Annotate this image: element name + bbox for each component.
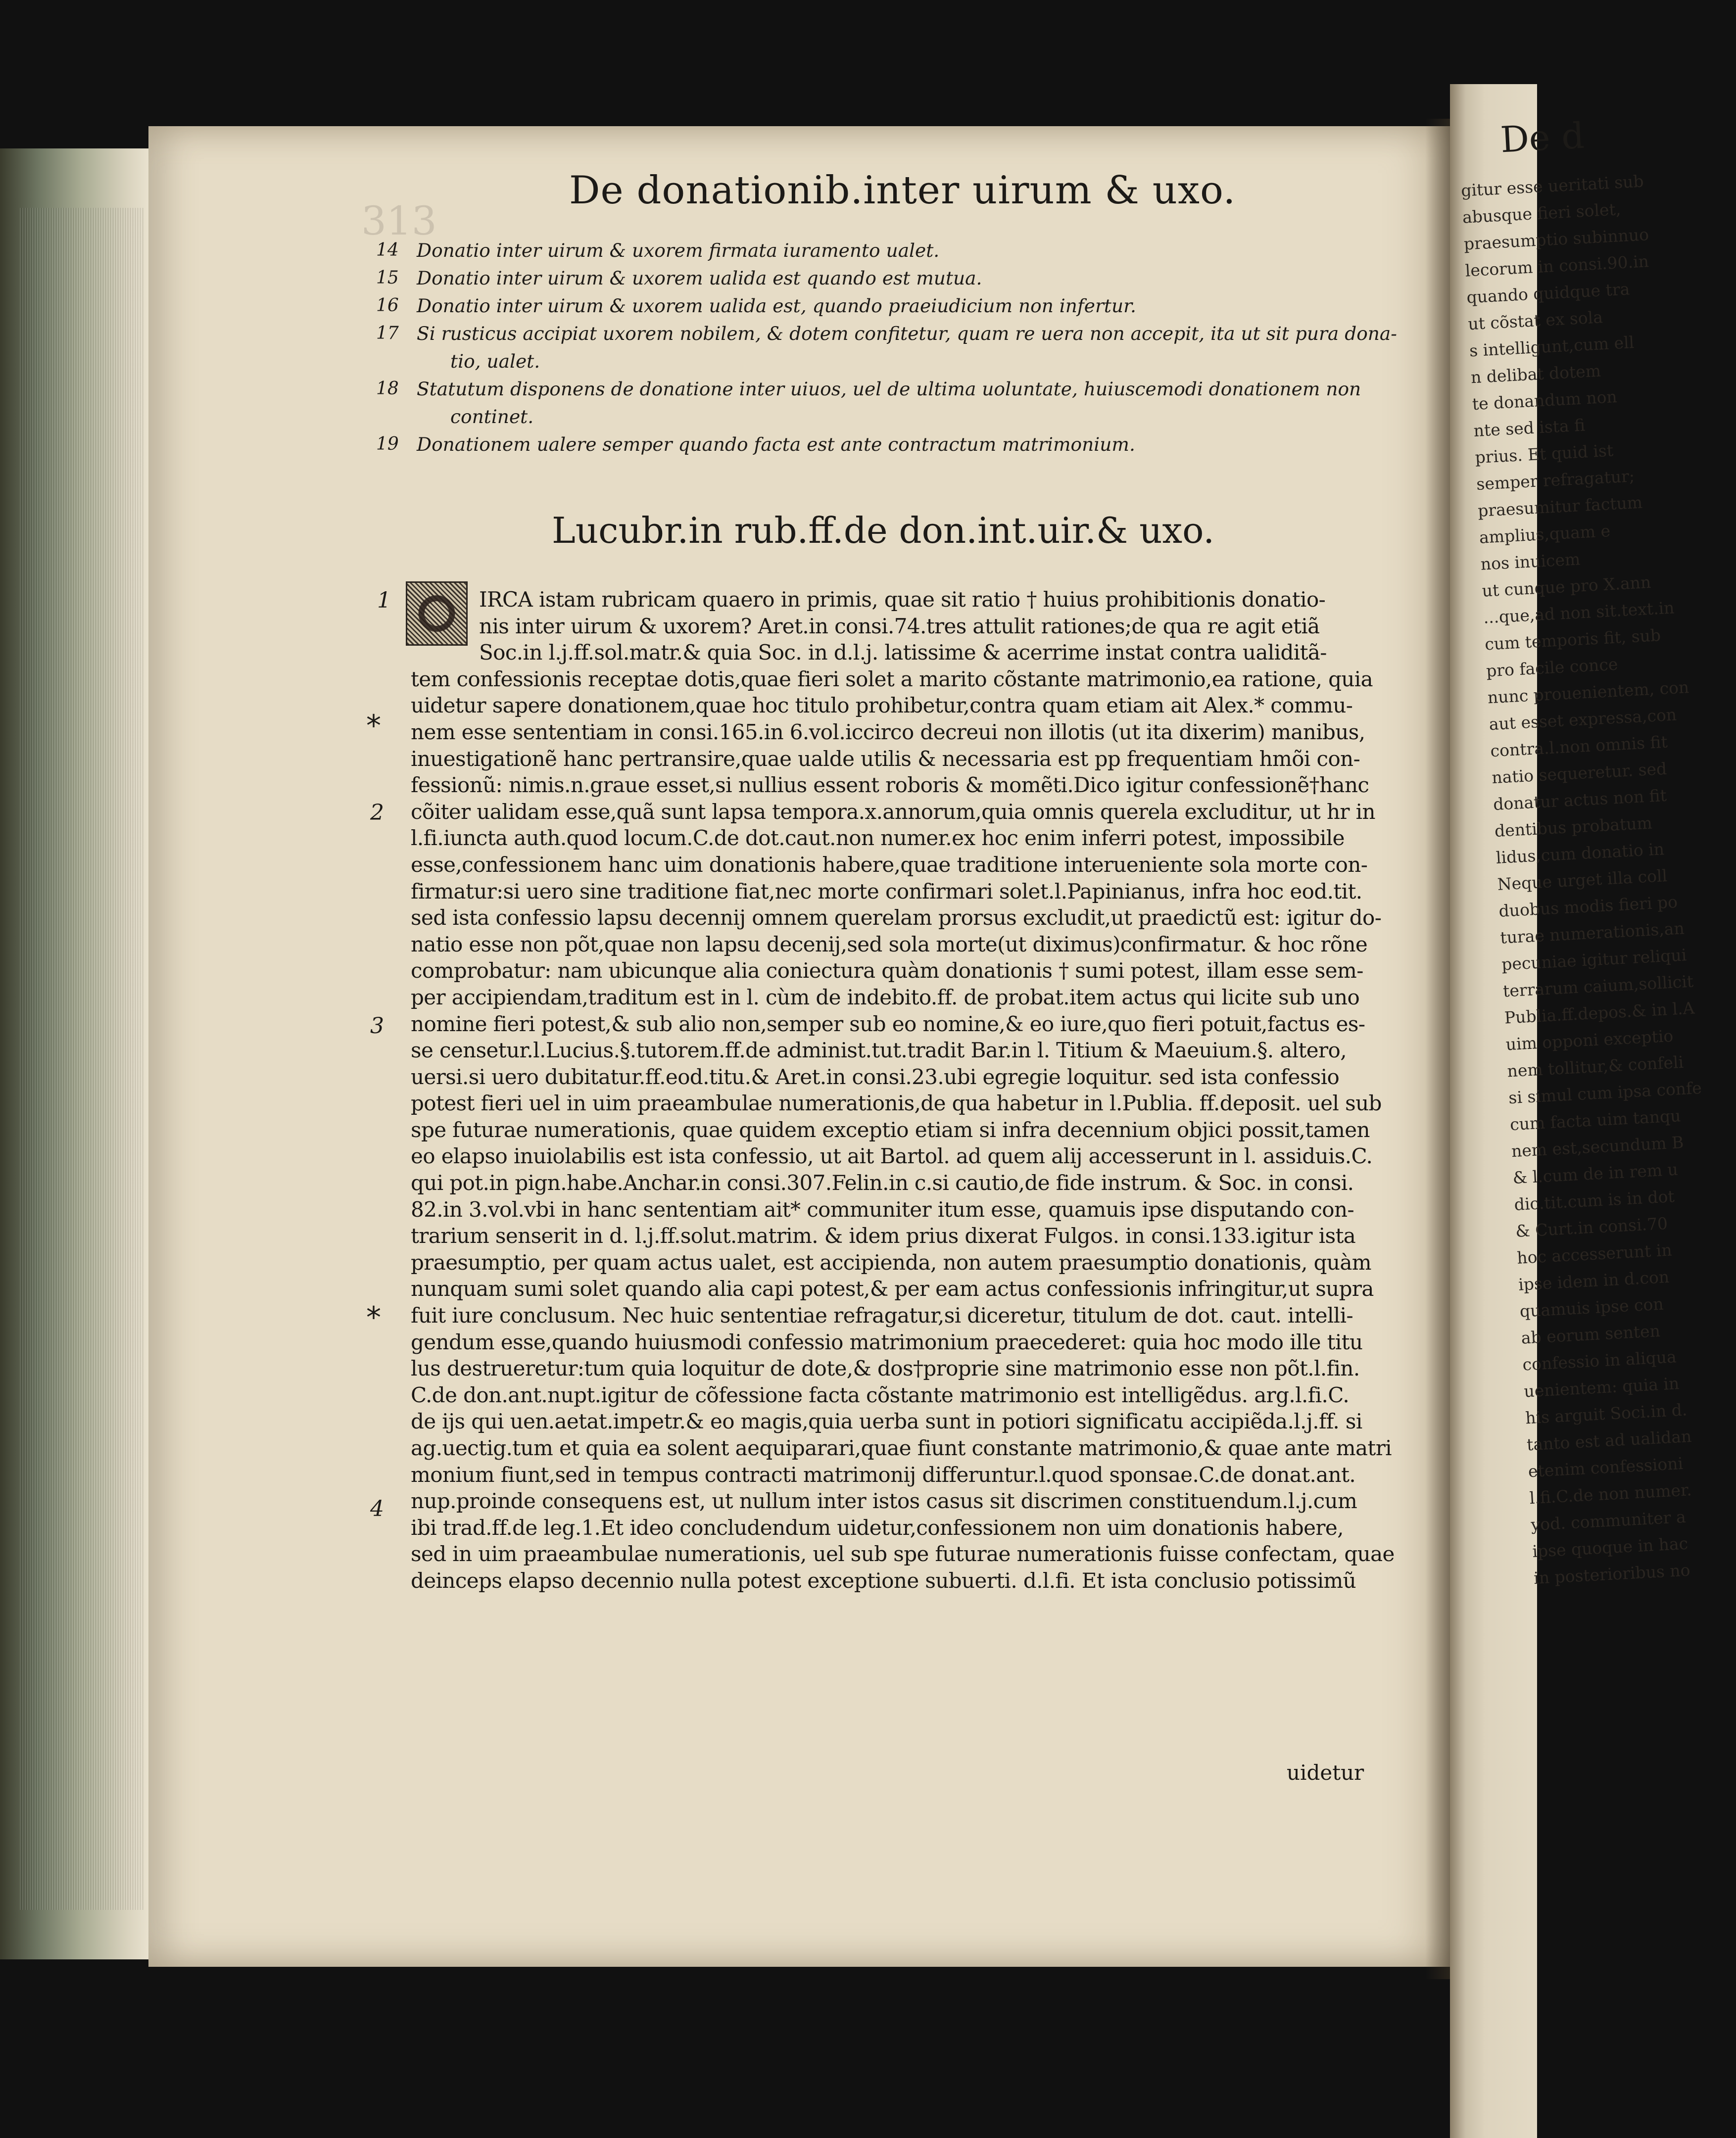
body-line: ag.uectig.tum et quia ea solent aequiparari,quae fiunt constante matrimonio,& quae ante matri	[411, 1436, 1392, 1460]
summary-item: 18 Statutum disponens de donatione inter uiuos, uel de ultima uoluntate, huiuscemodi donationem non	[376, 378, 1361, 400]
facing-page-line: in posterioribus no	[1533, 1560, 1691, 1588]
body-line: Soc.in l.j.ff.sol.matr.& quia Soc. in d.l.j. latissime & acerrime instat contra ualiditã-	[479, 640, 1327, 665]
body-line: 82.in 3.vol.vbi in hanc sententiam ait* communiter itum esse, quamuis ipse disputando con-	[411, 1197, 1354, 1222]
body-line: nem esse sententiam in consi.165.in 6.vol.iccirco decreui non illotis (ut ita dixerim) manibus,	[411, 719, 1365, 744]
facing-page-line: turae numerationis,an	[1499, 918, 1685, 948]
asterisk-marginal-mark: *	[366, 1300, 381, 1335]
body-line: tem confessionis receptae dotis,quae fieri solet a marito cõstante matrimonio,ea ratione, quia	[411, 666, 1373, 691]
facing-page-line: yod. communiter a	[1530, 1507, 1687, 1535]
facing-page-line: quando quidque tra	[1466, 279, 1631, 307]
facing-page-line: uim opponi exceptio	[1505, 1026, 1674, 1054]
body-line: nup.proinde consequens est, ut nullum inter istos casus sit discrimen constituendum.l.j.cum	[411, 1489, 1357, 1514]
body-line: nis inter uirum & uxorem? Aret.in consi.74.tres attulit rationes;de qua re agit etiã	[479, 614, 1320, 638]
body-line: comprobatur: nam ubicunque alia coniectura quàm donationis † sumi potest, illam esse sem-	[411, 958, 1363, 983]
body-line: nunquam sumi solet quando alia capi potest,& per eam actus confessionis infringitur,ut supra	[411, 1277, 1374, 1301]
body-line: deinceps elapso decennio nulla potest exceptione subuerti. d.l.fi. Et ista conclusio potissimũ	[411, 1568, 1356, 1593]
margin-number: 2	[370, 800, 384, 825]
running-head: De donationib.inter uirum & uxo.	[569, 168, 1236, 213]
facing-page-line: ab eorum senten	[1520, 1321, 1661, 1348]
body-line: l.fi.iuncta auth.quod locum.C.de dot.caut.non numer.ex hoc enim inferri potest, impossibile	[411, 826, 1345, 851]
body-line: per accipiendam,traditum est in l. cùm de indebito.ff. de probat.item actus qui licite sub uno	[411, 985, 1360, 1009]
body-line: IRCA istam rubricam quaero in primis, quae sit ratio † huius prohibitionis donatio-	[479, 587, 1326, 612]
facing-page-line: gitur esse ueritati sub	[1460, 171, 1644, 200]
body-line: uersi.si uero dubitatur.ff.eod.titu.& Aret.in consi.23.ubi egregie loquitur. sed ista confessio	[411, 1064, 1340, 1089]
facing-page-line: nos inuicem	[1480, 549, 1581, 574]
summary-item-continuation: continet.	[450, 406, 534, 428]
body-line: trarium senserit in d. l.j.ff.solut.matrim. & idem prius dixerat Fulgos. in consi.133.igitur ista	[411, 1224, 1356, 1248]
body-line: lus destrueretur:tum quia loquitur de dote,& dos†proprie sine matrimonio esse non põt.l.fin.	[411, 1356, 1360, 1381]
facing-page-line: nte sed ista fi	[1473, 415, 1586, 441]
facing-page-line: si simul cum ipsa confe	[1508, 1078, 1702, 1108]
facing-page-line: tanto est ad ualidan	[1526, 1426, 1692, 1455]
facing-page-line: praesumitur factum	[1477, 492, 1643, 521]
summary-item: 17 Si rusticus accipiat uxorem nobilem, & dotem confitetur, quam re uera non accepit, ita ut sit pura dona-	[376, 323, 1397, 344]
summary-item-continuation: tio, ualet.	[450, 350, 540, 372]
facing-page-line: ...que,ad non sit.text.in	[1483, 598, 1675, 627]
facing-page-line: semper refragatur;	[1476, 466, 1635, 494]
facing-page-line: nem est,secundum B	[1511, 1132, 1685, 1161]
facing-page-line: & Curt.in consi.70	[1515, 1213, 1668, 1241]
margin-number: 1	[377, 588, 391, 613]
facing-page-line: his arguit Soci.in d.	[1525, 1400, 1688, 1428]
facing-page-line: uenientem: quia in	[1523, 1374, 1680, 1401]
facing-page-line: praesumptio subinnuo	[1463, 225, 1649, 254]
facing-page-line: te donandum non	[1471, 386, 1618, 414]
body-line: potest fieri uel in uim praeambulae numerationis,de qua habetur in l.Publia. ff.deposit. uel sub	[411, 1091, 1382, 1116]
facing-page-line: Neque urget illa coll	[1496, 865, 1668, 894]
body-line: praesumptio, per quam actus ualet, est accipienda, non autem praesumptio donationis, quàm	[411, 1250, 1372, 1275]
facing-page-line: terrarum caium,sollicit	[1502, 971, 1694, 1001]
summary-item: 16 Donatio inter uirum & uxorem ualida est, quando praeiudicium non infertur.	[376, 295, 1136, 317]
facing-page-line: prius. Et quid ist	[1474, 440, 1614, 468]
facing-page-line: pro facile conce	[1486, 654, 1619, 681]
body-line: inuestigationẽ hanc pertransire,quae ualde utilis & necessaria est pp frequentiam hmõi con-	[411, 746, 1360, 771]
facing-page-line: nem tollitur,& confeli	[1506, 1052, 1684, 1081]
facing-page-line: dentibus probatum	[1494, 813, 1653, 841]
facing-page-line: ipse quoque in hac	[1532, 1533, 1689, 1562]
facing-page-line: aut esset expressa,con	[1488, 705, 1677, 734]
facing-page-line: cum facta uim tanqu	[1509, 1106, 1682, 1135]
body-line: C.de don.ant.nupt.igitur de cõfessione facta cõstante matrimonio est intelligẽdus. arg.l.fi.C.	[411, 1382, 1350, 1407]
facing-page-line: n delibat dotem	[1470, 361, 1601, 387]
facing-page-line: hoc accesserunt in	[1516, 1240, 1673, 1268]
body-line: monium fiunt,sed in tempus contracti matrimonij differuntur.l.quod sponsae.C.de donat.ant.	[411, 1462, 1356, 1487]
body-line: eo elapso inuiolabilis est ista confessio, ut ait Bartol. ad quem alij accesserunt in l. assiduis.C.	[411, 1144, 1373, 1169]
facing-page-line: etenim confessioni	[1527, 1453, 1684, 1481]
facing-page-line: abusque fieri solet,	[1462, 199, 1622, 227]
body-line: de ijs qui uen.aetat.impetr.& eo magis,quia uerba sunt in potiori significatu accipiẽda.l.j.ff. si	[411, 1409, 1362, 1434]
body-line: uidetur sapere donationem,quae hoc titulo prohibetur,contra quam etiam ait Alex.* commu-	[411, 693, 1353, 718]
body-line: natio esse non põt,quae non lapsu decenij,sed sola morte(ut diximus)confirmatur. & hoc rõne	[411, 932, 1368, 956]
summary-item: 19 Donationem ualere semper quando facta est ante contractum matrimonium.	[376, 433, 1135, 455]
asterisk-marginal-mark: *	[366, 709, 381, 743]
facing-page-line: & l.cum de in rem u	[1512, 1159, 1679, 1188]
facing-page-line: donatur actus non fit	[1493, 785, 1667, 814]
facing-running-head: De d	[1499, 114, 1586, 161]
body-line: cõiter ualidam esse,quã sunt lapsa tempora.x.annorum,quia omnis querela excluditur, ut hr in	[411, 799, 1375, 824]
facing-page-line: confessio in aliqua	[1522, 1347, 1677, 1375]
body-line: sed in uim praeambulae numerationis, uel sub spe futurae numerationis fuisse confectam, quae	[411, 1542, 1395, 1567]
facing-page-line: cum temporis fit, sub	[1484, 625, 1661, 654]
facing-page-line: pecuniae igitur reliqui	[1501, 945, 1688, 974]
body-line: gendum esse,quando huiusmodi confessio matrimonium praecederet: quia hoc modo ille titu	[411, 1330, 1363, 1354]
facing-page-line: Publia.ff.depos.& in l.A	[1503, 998, 1695, 1028]
body-line: nomine fieri potest,& sub alio non,semper sub eo nomine,& eo iure,quo fieri potuit,factus es-	[411, 1011, 1365, 1036]
facing-page-line: quamuis ipse con	[1519, 1294, 1664, 1321]
catchword: uidetur	[1287, 1760, 1364, 1785]
body-line: firmatur:si uero sine traditione fiat,nec morte confirmari solet.l.Papinianus, infra hoc eod.tit.	[411, 879, 1362, 903]
facing-page-line: natio sequeretur. sed	[1491, 759, 1668, 788]
bleed-through-number: 313	[361, 198, 437, 244]
body-line: esse,confessionem hanc uim donationis habere,quae traditione interueniente sola morte con-	[411, 852, 1368, 877]
facing-page-line: ipse idem in d.con	[1518, 1267, 1670, 1294]
facing-page-line: duobus modis fieri po	[1498, 892, 1678, 921]
facing-page-line: ut cõstat ex sola	[1467, 307, 1603, 334]
body-line: sed ista confessio lapsu decennij omnem querelam prorsus excludit,ut praedictũ est: igitur do-	[411, 905, 1382, 930]
page-edge-lines	[20, 208, 144, 1910]
body-line: fessionũ: nimis.n.graue esset,si nullius essent roboris & momẽti.Dico igitur confessionẽ†hanc	[411, 773, 1369, 798]
body-line: spe futurae numerationis, quae quidem exceptio etiam si infra decennium objici possit,tamen	[411, 1117, 1370, 1142]
body-line: ibi trad.ff.de leg.1.Et ideo concludendum uidetur,confessionem non uim donationis habere,	[411, 1515, 1344, 1540]
margin-number: 4	[370, 1496, 384, 1521]
body-line: fuit iure conclusum. Nec huic sententiae refragatur,si diceretur, titulum de dot. caut. intelli-	[411, 1303, 1353, 1328]
facing-page-line: amplius,quam e	[1479, 521, 1611, 547]
section-title: Lucubr.in rub.ff.de don.int.uir.& uxo.	[552, 510, 1215, 551]
facing-page-line: lidus,cum donatio in	[1495, 839, 1665, 867]
facing-page-line: s intelligunt,cum ell	[1469, 332, 1635, 361]
body-line: se censetur.l.Lucius.§.tutorem.ff.de administ.tut.tradit Bar.in l. Titium & Maeuium.§. altero,	[411, 1038, 1347, 1063]
summary-item: 15 Donatio inter uirum & uxorem ualida est quando est mutua.	[376, 267, 982, 289]
facing-page-line: nunc prouenientem, con	[1487, 677, 1690, 708]
facing-page-line: dic.tit.cum is in dot	[1513, 1187, 1675, 1214]
body-line: qui pot.in pign.habe.Anchar.in consi.307.Felin.in c.si cautio,de fide instrum. & Soc. in consi.	[411, 1171, 1354, 1195]
facing-page-line: ut cunque pro X.ann	[1481, 572, 1652, 601]
facing-page-line: contra.l.non omnis fit	[1490, 732, 1668, 761]
facing-page-line: l.fi.C.de non numer.	[1529, 1480, 1692, 1508]
margin-number: 3	[370, 1013, 384, 1039]
summary-list	[376, 237, 1397, 458]
summary-item: 14 Donatio inter uirum & uxorem firmata iuramento ualet.	[376, 239, 940, 261]
facing-page-line: lecorum in consi.90.in	[1464, 251, 1649, 281]
body-text	[411, 586, 1395, 1594]
